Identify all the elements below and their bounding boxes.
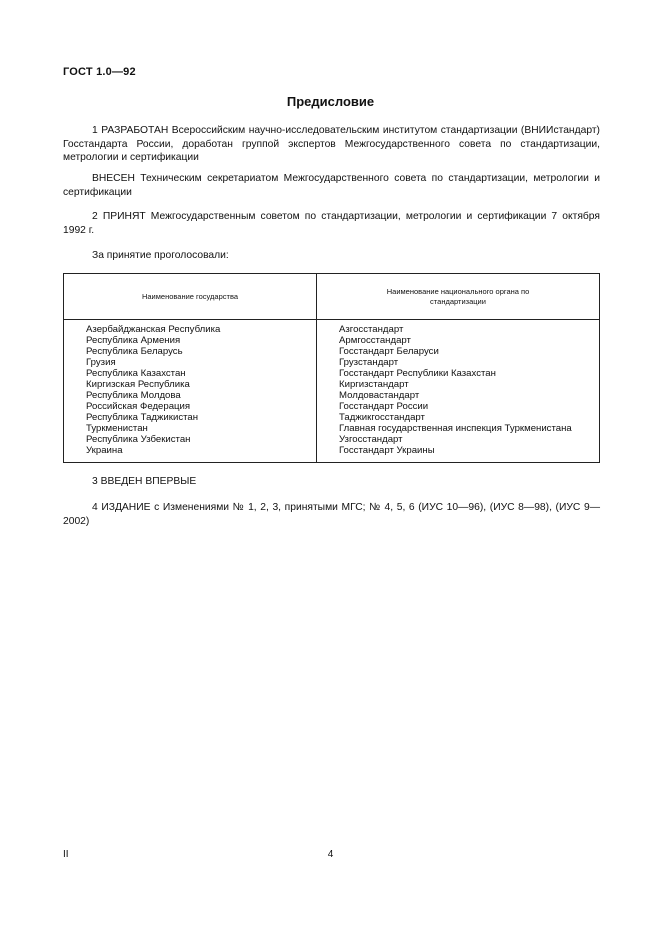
paragraph-voted: За принятие проголосовали: — [92, 250, 229, 261]
table-cell-state: Грузия — [86, 357, 116, 368]
page-number: 4 — [327, 849, 334, 860]
table-cell-state: Республика Молдова — [86, 390, 181, 401]
table-cell-organ: Госстандарт России — [339, 401, 429, 412]
header-state — [64, 274, 316, 320]
header-organ — [317, 274, 599, 320]
table-cell-organ: Молдовастандарт — [339, 390, 420, 401]
table-cell-state: Республика Узбекистан — [86, 434, 191, 445]
table-cell-state: Республика Казахстан — [86, 368, 186, 379]
table-cell-state: Туркменистан — [86, 423, 148, 434]
table-cell-organ: Госстандарт Республики Казахстан — [339, 368, 496, 379]
table-cell-state: Республика Таджикистан — [86, 412, 199, 423]
table-cell-organ: Таджикгосстандарт — [339, 412, 425, 423]
table-cell-organ: Госстандарт Украины — [339, 445, 435, 456]
paragraph-first-introduced: 3 ВВЕДЕН ВПЕРВЫЕ — [92, 476, 197, 487]
organs-column — [339, 324, 572, 456]
table-cell-organ: Узгосстандарт — [339, 434, 403, 445]
table-cell-state: Киргизская Республика — [86, 379, 190, 390]
footer-roman-numeral: II — [63, 849, 69, 860]
table-cell-organ: Киргизстандарт — [339, 379, 409, 390]
page-title: Предисловие — [286, 94, 375, 109]
table-cell-organ: Грузстандарт — [339, 357, 399, 368]
table-cell-organ: Госстандарт Беларуси — [339, 346, 439, 357]
document-code: ГОСТ 1.0—92 — [63, 66, 136, 78]
table-cell-state: Азербайджанская Республика — [86, 324, 221, 335]
paragraph-introduced: ВНЕСЕН Техническим секретариатом Межгосударственного совета по стандартизации, метрологии и сертификации — [63, 173, 600, 198]
table-cell-organ: Армгосстандарт — [339, 335, 411, 346]
header-organ-label: Наименование национального органа по стандартизации — [386, 287, 530, 306]
paragraph-adopted: 2 ПРИНЯТ Межгосударственным советом по стандартизации, метрологии и сертификации 7 октября 1992 г. — [63, 211, 600, 236]
table-cell-state: Украина — [86, 445, 123, 456]
paragraph-developed: 1 РАЗРАБОТАН Всероссийским научно-исследовательским институтом стандартизации (ВНИИстандарт) Госстандарта России, доработан группой экспертов Межгосударственного совета по стандартизации, метрологии и сертификации — [63, 125, 600, 163]
table-cell-organ: Главная государственная инспекция Туркменистана — [339, 423, 572, 434]
table-cell-state: Республика Армения — [86, 335, 181, 346]
states-column — [86, 324, 220, 456]
table-cell-state: Российская Федерация — [86, 401, 191, 412]
column-divider — [316, 274, 317, 462]
table-cell-organ: Азгосстандарт — [339, 324, 404, 335]
header-state-label: Наименование государства — [141, 292, 239, 301]
voting-table — [63, 273, 600, 463]
paragraph-edition: 4 ИЗДАНИЕ с Изменениями № 1, 2, 3, принятыми МГС; № 4, 5, 6 (ИУС 10—96), (ИУС 8—98), (ИУС 9—2002) — [63, 502, 600, 527]
table-cell-state: Республика Беларусь — [86, 346, 183, 357]
table-header — [64, 274, 599, 320]
